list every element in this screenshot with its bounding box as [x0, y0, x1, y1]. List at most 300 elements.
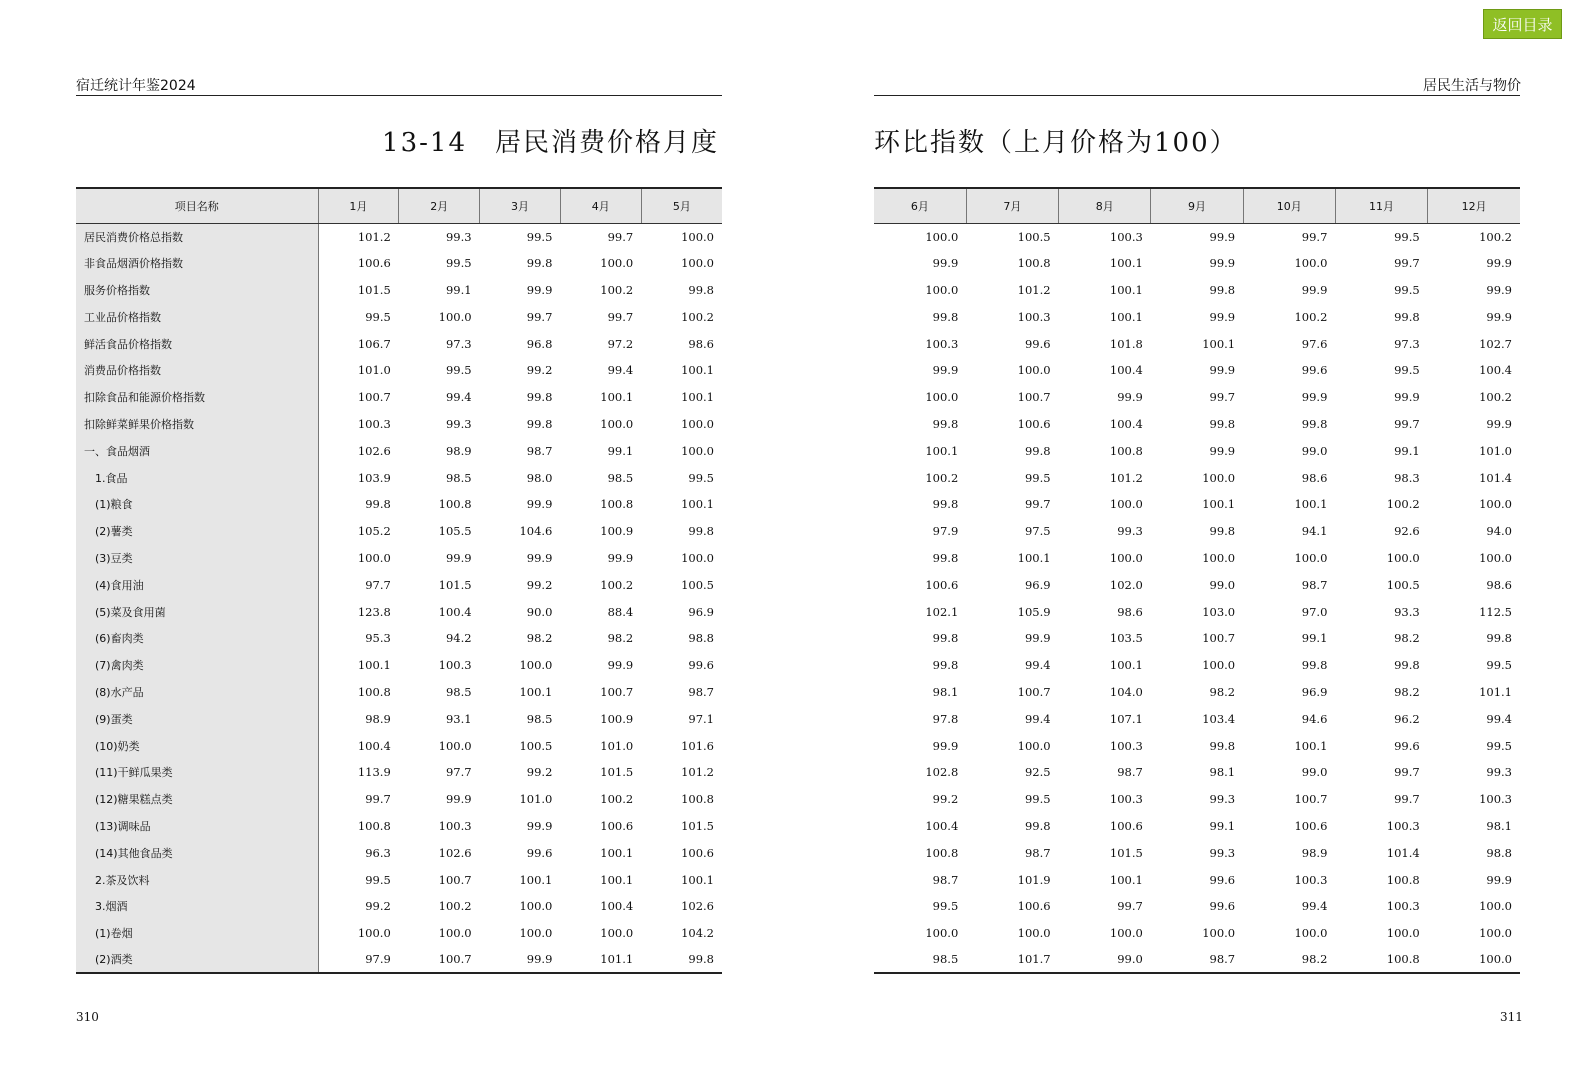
- table-cell: 99.5: [1394, 229, 1420, 244]
- table-cell: 99.9: [932, 363, 959, 378]
- table-cell: 99.4: [1486, 711, 1512, 726]
- table-cell: 94.2: [445, 631, 472, 646]
- table-cell: 100.0: [1017, 363, 1051, 378]
- table-cell: 100.3: [1294, 872, 1328, 887]
- table-cell: 99.1: [1301, 631, 1328, 646]
- table-cell: 100.0: [1479, 550, 1512, 565]
- table-cell: 99.6: [1209, 872, 1236, 887]
- table-cell: 99.0: [1301, 443, 1328, 458]
- table-cell: 100.0: [600, 926, 634, 941]
- table-cell: 99.8: [1394, 658, 1420, 673]
- table-cell: 99.9: [1486, 282, 1512, 297]
- table-cell: 100.0: [519, 926, 553, 941]
- table-cell: 94.1: [1301, 524, 1328, 539]
- table-cell: 100.0: [681, 229, 714, 244]
- row-label: (2)薯类: [76, 518, 318, 545]
- table-cell: 100.2: [681, 309, 714, 324]
- row-label: (2)酒类: [76, 947, 318, 974]
- table-cell: 99.1: [1209, 818, 1236, 833]
- table-cell: 99.9: [445, 792, 472, 807]
- table-row: [874, 571, 1520, 598]
- table-cell: 101.5: [681, 818, 714, 833]
- column-header: 项目名称: [76, 188, 318, 223]
- table-cell: 99.8: [1301, 416, 1328, 431]
- table-cell: 99.7: [365, 792, 391, 807]
- table-cell: 100.8: [357, 818, 391, 833]
- table-cell: 100.5: [681, 577, 714, 592]
- table-cell: 102.6: [438, 845, 472, 860]
- table-cell: 112.5: [1479, 604, 1512, 619]
- table-cell: 96.9: [688, 604, 714, 619]
- table-cell: 100.1: [519, 872, 553, 887]
- table-cell: 98.7: [688, 684, 714, 699]
- cpi-table-right: [874, 187, 1520, 974]
- table-cell: 99.5: [1486, 738, 1512, 753]
- table-cell: 99.4: [607, 363, 634, 378]
- row-label: (1)卷烟: [76, 920, 318, 947]
- table-cell: 98.2: [1394, 631, 1420, 646]
- table-cell: 100.1: [1202, 336, 1236, 351]
- table-cell: 100.8: [438, 497, 472, 512]
- table-cell: 99.5: [932, 899, 959, 914]
- table-cell: 99.9: [932, 738, 959, 753]
- table-row: [76, 464, 722, 491]
- table-cell: 99.2: [526, 363, 553, 378]
- table-cell: 100.1: [1109, 872, 1143, 887]
- table-cell: 99.2: [526, 765, 553, 780]
- table-cell: 98.0: [526, 470, 553, 485]
- table-cell: 99.9: [607, 658, 634, 673]
- table-cell: 101.1: [1479, 684, 1512, 699]
- table-cell: 98.9: [445, 443, 472, 458]
- table-row: [874, 277, 1520, 304]
- table-row: [76, 625, 722, 652]
- table-cell: 98.2: [607, 631, 634, 646]
- table-cell: 100.1: [1109, 658, 1143, 673]
- table-cell: 90.0: [526, 604, 553, 619]
- table-cell: 100.0: [438, 309, 472, 324]
- table-cell: 99.2: [526, 577, 553, 592]
- table-cell: 98.5: [874, 947, 966, 974]
- table-cell: 98.5: [445, 470, 472, 485]
- column-header: 8月: [1059, 188, 1151, 223]
- table-cell: 96.2: [1394, 711, 1420, 726]
- table-cell: 100.3: [1017, 309, 1051, 324]
- table-row: [76, 250, 722, 277]
- table-cell: 101.8: [1109, 336, 1143, 351]
- table-cell: 101.9: [1017, 872, 1051, 887]
- table-cell: 100.1: [1202, 497, 1236, 512]
- table-row: [76, 518, 722, 545]
- table-cell: 99.7: [1301, 229, 1328, 244]
- table-cell: 99.3: [1486, 765, 1512, 780]
- table-row: [76, 732, 722, 759]
- table-cell: 100.0: [519, 899, 553, 914]
- table-row: [76, 277, 722, 304]
- table-cell: 99.3: [445, 229, 472, 244]
- table-cell: 99.1: [445, 282, 472, 297]
- table-cell: 100.0: [1479, 926, 1512, 941]
- table-row: [76, 839, 722, 866]
- table-row: [76, 920, 722, 947]
- column-header: 4月: [560, 188, 641, 223]
- table-cell: 99.9: [526, 282, 553, 297]
- table-cell: 99.8: [688, 524, 714, 539]
- table-cell: 100.0: [1294, 550, 1328, 565]
- table-cell: 106.7: [357, 336, 391, 351]
- table-cell: 99.0: [1209, 577, 1236, 592]
- table-cell: 99.3: [445, 416, 472, 431]
- table-cell: 96.9: [1024, 577, 1051, 592]
- table-cell: 99.9: [445, 550, 472, 565]
- table-cell: 100.8: [600, 497, 634, 512]
- table-cell: 99.9: [1209, 309, 1236, 324]
- table-cell: 100.8: [357, 684, 391, 699]
- table-cell: 100.3: [1109, 738, 1143, 753]
- page-number-left: 310: [76, 1010, 99, 1024]
- table-cell: 113.9: [357, 765, 391, 780]
- table-cell: 99.5: [445, 256, 472, 271]
- table-cell: 100.3: [1109, 229, 1143, 244]
- table-cell: 98.7: [1117, 765, 1143, 780]
- table-cell: 98.2: [526, 631, 553, 646]
- table-cell: 99.8: [526, 416, 553, 431]
- table-cell: 96.3: [365, 845, 391, 860]
- table-cell: 100.6: [925, 577, 959, 592]
- table-cell: 102.6: [681, 899, 714, 914]
- table-cell: 100.0: [1202, 926, 1236, 941]
- table-cell: 100.3: [438, 818, 472, 833]
- table-cell: 100.0: [681, 256, 714, 271]
- table-row: [874, 786, 1520, 813]
- table-cell: 99.7: [607, 309, 634, 324]
- table-cell: 100.0: [681, 443, 714, 458]
- row-label: (8)水产品: [76, 679, 318, 706]
- column-header: 11月: [1335, 188, 1427, 223]
- table-cell: 101.0: [519, 792, 553, 807]
- table-cell: 99.9: [526, 818, 553, 833]
- row-label: (7)禽肉类: [76, 652, 318, 679]
- table-cell: 100.2: [1479, 390, 1512, 405]
- table-cell: 100.0: [519, 658, 553, 673]
- table-cell: 101.4: [1479, 470, 1512, 485]
- table-cell: 101.4: [1386, 845, 1420, 860]
- table-cell: 99.8: [1209, 524, 1236, 539]
- table-cell: 98.1: [932, 684, 959, 699]
- table-row: [874, 813, 1520, 840]
- row-label: 非食品烟酒价格指数: [76, 250, 318, 277]
- table-row: [874, 545, 1520, 572]
- table-cell: 97.7: [445, 765, 472, 780]
- table-cell: 99.7: [1024, 497, 1051, 512]
- table-cell: 99.5: [445, 363, 472, 378]
- table-cell: 97.2: [607, 336, 634, 351]
- table-cell: 100.6: [1294, 818, 1328, 833]
- table-cell: 100.4: [925, 818, 959, 833]
- table-row: [76, 598, 722, 625]
- table-cell: 98.7: [1301, 577, 1328, 592]
- table-cell: 99.6: [688, 658, 714, 673]
- table-cell: 98.5: [526, 711, 553, 726]
- table-cell: 100.2: [925, 470, 959, 485]
- table-cell: 98.8: [1486, 845, 1512, 860]
- row-label: 2.茶及饮料: [76, 866, 318, 893]
- table-cell: 100.3: [357, 416, 391, 431]
- table-cell: 99.9: [1486, 256, 1512, 271]
- table-cell: 100.6: [681, 845, 714, 860]
- table-cell: 100.0: [1479, 497, 1512, 512]
- table-cell: 100.3: [1109, 792, 1143, 807]
- table-cell: 99.1: [1394, 443, 1420, 458]
- table-cell: 100.6: [1017, 899, 1051, 914]
- table-row: [874, 357, 1520, 384]
- table-cell: 99.9: [526, 497, 553, 512]
- table-cell: 98.7: [932, 872, 959, 887]
- column-header: 5月: [641, 188, 722, 223]
- table-row: [76, 411, 722, 438]
- table-row: [76, 303, 722, 330]
- table-cell: 100.2: [600, 792, 634, 807]
- table-cell: 107.1: [1109, 711, 1143, 726]
- table-row: [76, 786, 722, 813]
- table-cell: 100.9: [600, 524, 634, 539]
- row-label: 消费品价格指数: [76, 357, 318, 384]
- table-cell: 99.5: [1394, 363, 1420, 378]
- table-cell: 96.9: [1301, 684, 1328, 699]
- table-cell: 99.6: [1209, 899, 1236, 914]
- table-cell: 99.5: [1024, 470, 1051, 485]
- table-cell: 99.8: [1209, 416, 1236, 431]
- table-cell: 100.0: [925, 926, 959, 941]
- column-header: 12月: [1428, 188, 1520, 223]
- table-cell: 100.0: [681, 416, 714, 431]
- row-label: 3.烟酒: [76, 893, 318, 920]
- table-cell: 99.1: [607, 443, 634, 458]
- table-cell: 99.5: [1486, 658, 1512, 673]
- table-cell: 100.1: [1017, 550, 1051, 565]
- table-cell: 100.0: [438, 738, 472, 753]
- table-row: [874, 625, 1520, 652]
- table-cell: 99.8: [365, 497, 391, 512]
- table-cell: 101.2: [1017, 282, 1051, 297]
- table-cell: 100.3: [438, 658, 472, 673]
- table-cell: 100.2: [600, 282, 634, 297]
- table-cell: 100.0: [681, 550, 714, 565]
- table-cell: 100.4: [438, 604, 472, 619]
- back-to-contents-button[interactable]: 返回目录: [1483, 9, 1562, 39]
- table-title-right: 环比指数（上月价格为100）: [874, 128, 1238, 158]
- table-cell: 98.5: [445, 684, 472, 699]
- table-cell: 100.7: [357, 390, 391, 405]
- table-cell: 101.5: [357, 282, 391, 297]
- table-row: [76, 705, 722, 732]
- table-cell: 100.1: [1109, 256, 1143, 271]
- table-cell: 100.1: [681, 363, 714, 378]
- table-cell: 99.9: [1301, 282, 1328, 297]
- table-cell: 105.9: [1017, 604, 1051, 619]
- table-cell: 98.1: [1486, 818, 1512, 833]
- table-cell: 98.9: [1301, 845, 1328, 860]
- row-label: 一、食品烟酒: [76, 437, 318, 464]
- table-cell: 100.0: [1017, 926, 1051, 941]
- table-cell: 99.7: [1394, 256, 1420, 271]
- table-cell: 99.8: [1394, 309, 1420, 324]
- table-cell: 99.8: [932, 658, 959, 673]
- table-cell: 100.0: [600, 256, 634, 271]
- row-label: 居民消费价格总指数: [76, 223, 318, 250]
- table-cell: 98.6: [1301, 470, 1328, 485]
- table-row: [76, 652, 722, 679]
- table-cell: 100.0: [925, 390, 959, 405]
- table-cell: 100.1: [600, 390, 634, 405]
- table-row: [874, 866, 1520, 893]
- table-cell: 100.0: [1294, 256, 1328, 271]
- table-cell: 103.9: [357, 470, 391, 485]
- table-cell: 99.9: [1117, 390, 1143, 405]
- table-cell: 100.1: [600, 845, 634, 860]
- table-cell: 99.9: [1486, 416, 1512, 431]
- table-cell: 100.1: [1294, 497, 1328, 512]
- table-cell: 100.6: [357, 256, 391, 271]
- table-cell: 99.9: [1209, 256, 1236, 271]
- table-cell: 100.9: [600, 711, 634, 726]
- table-cell: 101.5: [1109, 845, 1143, 860]
- table-cell: 100.2: [1294, 309, 1328, 324]
- table-cell: 99.8: [1024, 443, 1051, 458]
- table-cell: 99.7: [1117, 899, 1143, 914]
- table-cell: 100.8: [1386, 872, 1420, 887]
- table-cell: 99.5: [1024, 792, 1051, 807]
- table-cell: 100.0: [1109, 550, 1143, 565]
- table-cell: 99.8: [1209, 282, 1236, 297]
- table-cell: 98.6: [688, 336, 714, 351]
- table-cell: 99.9: [1394, 390, 1420, 405]
- column-header: 9月: [1151, 188, 1243, 223]
- table-cell: 100.6: [600, 818, 634, 833]
- table-row: [874, 759, 1520, 786]
- table-cell: 97.3: [1394, 336, 1420, 351]
- table-cell: 99.2: [365, 899, 391, 914]
- table-cell: 99.6: [1394, 738, 1420, 753]
- table-row: [76, 759, 722, 786]
- table-cell: 98.1: [1209, 765, 1236, 780]
- table-cell: 103.5: [1109, 631, 1143, 646]
- table-cell: 100.1: [519, 684, 553, 699]
- table-cell: 104.6: [519, 524, 553, 539]
- table-cell: 99.8: [932, 497, 959, 512]
- table-cell: 100.8: [1109, 443, 1143, 458]
- table-cell: 100.4: [1109, 363, 1143, 378]
- table-cell: 99.9: [1024, 631, 1051, 646]
- table-cell: 100.3: [925, 336, 959, 351]
- table-row: [76, 947, 722, 974]
- row-label: 扣除食品和能源价格指数: [76, 384, 318, 411]
- table-cell: 100.1: [1109, 309, 1143, 324]
- table-cell: 99.8: [932, 631, 959, 646]
- table-cell: 99.5: [526, 229, 553, 244]
- table-cell: 100.7: [1017, 684, 1051, 699]
- table-cell: 97.7: [365, 577, 391, 592]
- table-row: [76, 330, 722, 357]
- page-number-right: 311: [1500, 1010, 1523, 1024]
- table-row: [874, 598, 1520, 625]
- table-cell: 99.9: [1486, 309, 1512, 324]
- table-cell: 100.7: [1017, 390, 1051, 405]
- row-label: (11)干鲜瓜果类: [76, 759, 318, 786]
- table-cell: 98.2: [1394, 684, 1420, 699]
- table-row: [874, 464, 1520, 491]
- table-cell: 100.4: [600, 899, 634, 914]
- chapter-title-header: 居民生活与物价: [1423, 78, 1521, 94]
- table-cell: 100.3: [1479, 792, 1512, 807]
- header-rule-left: [76, 95, 722, 96]
- table-cell: 100.0: [1017, 738, 1051, 753]
- table-cell: 100.3: [1386, 818, 1420, 833]
- cpi-table-left: [76, 187, 722, 974]
- table-cell: 97.9: [318, 947, 399, 974]
- table-cell: 99.3: [1209, 845, 1236, 860]
- table-cell: 99.8: [1024, 818, 1051, 833]
- table-row: [874, 250, 1520, 277]
- table-cell: 98.7: [1024, 845, 1051, 860]
- row-label: (5)菜及食用菌: [76, 598, 318, 625]
- table-cell: 101.6: [681, 738, 714, 753]
- table-cell: 99.9: [480, 947, 561, 974]
- table-row: [874, 652, 1520, 679]
- table-cell: 100.2: [1479, 229, 1512, 244]
- table-cell: 100.8: [925, 845, 959, 860]
- table-cell: 97.0: [1301, 604, 1328, 619]
- table-cell: 97.3: [445, 336, 472, 351]
- table-cell: 99.5: [688, 470, 714, 485]
- table-row: [874, 223, 1520, 250]
- table-cell: 100.8: [1017, 256, 1051, 271]
- table-row: [76, 545, 722, 572]
- row-label: 扣除鲜菜鲜果价格指数: [76, 411, 318, 438]
- table-cell: 99.4: [1301, 899, 1328, 914]
- table-row: [874, 491, 1520, 518]
- table-cell: 102.1: [925, 604, 959, 619]
- table-cell: 105.5: [438, 524, 472, 539]
- table-cell: 100.2: [438, 899, 472, 914]
- table-row: [874, 411, 1520, 438]
- table-row: [874, 893, 1520, 920]
- table-cell: 100.0: [1479, 899, 1512, 914]
- table-cell: 99.5: [365, 872, 391, 887]
- table-cell: 100.0: [1202, 550, 1236, 565]
- table-cell: 100.0: [357, 926, 391, 941]
- table-cell: 99.7: [526, 309, 553, 324]
- table-cell: 100.0: [1202, 658, 1236, 673]
- table-row: [874, 437, 1520, 464]
- table-cell: 100.1: [681, 872, 714, 887]
- table-row: [874, 920, 1520, 947]
- table-cell: 102.7: [1479, 336, 1512, 351]
- table-cell: 100.0: [1202, 470, 1236, 485]
- column-header: 7月: [966, 188, 1058, 223]
- table-row: [76, 571, 722, 598]
- table-cell: 99.7: [1209, 390, 1236, 405]
- table-cell: 99.9: [1209, 229, 1236, 244]
- table-row: [874, 679, 1520, 706]
- table-cell: 100.5: [1386, 577, 1420, 592]
- table-row: [874, 518, 1520, 545]
- table-cell: 105.2: [357, 524, 391, 539]
- table-cell: 100.0: [600, 416, 634, 431]
- table-cell: 99.6: [1024, 336, 1051, 351]
- table-cell: 99.8: [526, 390, 553, 405]
- row-label: (14)其他食品类: [76, 839, 318, 866]
